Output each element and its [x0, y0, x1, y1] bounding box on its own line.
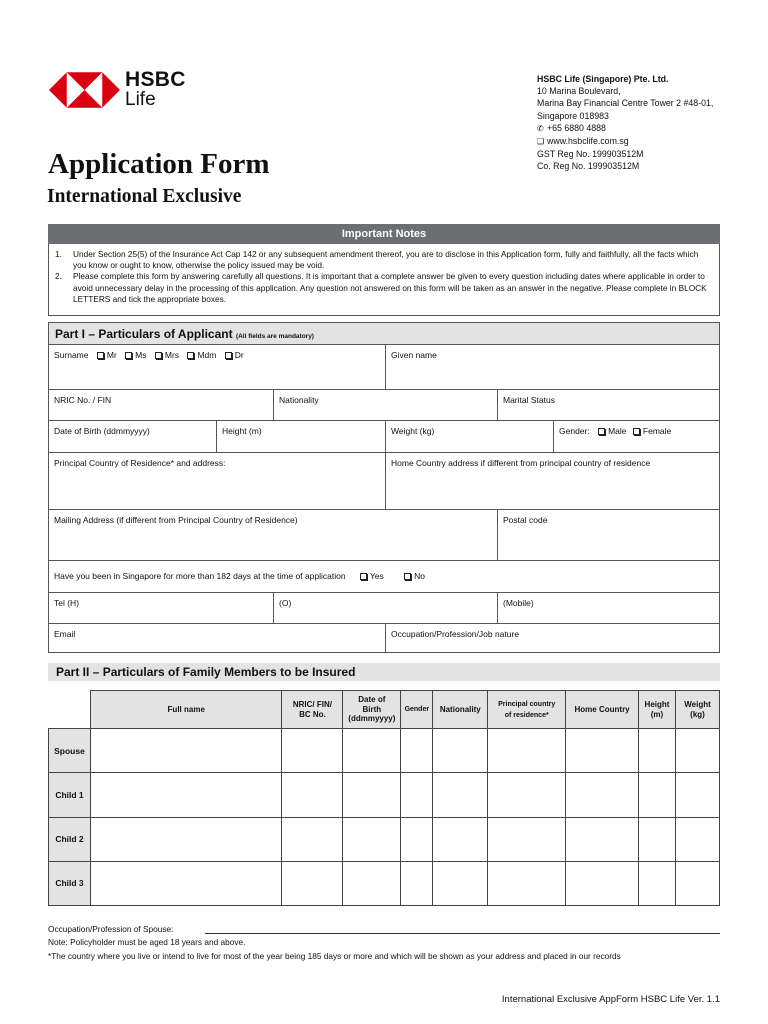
table-cell[interactable]	[401, 861, 433, 905]
table-cell[interactable]	[488, 773, 566, 817]
nric-field[interactable]	[49, 390, 274, 420]
note-text: Under Section 25(5) of the Insurance Act Cap 142 or any subsequent amendment thereof, you are to disclose in this Application form, fully and faithfully, all the facts which you know or ought to know, otherwise the policy issued may be void.	[73, 249, 699, 271]
table-cell[interactable]	[639, 773, 676, 817]
gender-female-checkbox[interactable]	[633, 428, 640, 435]
col-height	[639, 691, 676, 729]
given-name-field[interactable]	[386, 345, 719, 389]
email-label: Email	[54, 629, 76, 639]
important-notes-heading: Important Notes	[48, 224, 720, 244]
table-cell[interactable]	[282, 817, 343, 861]
brand-name: HSBC	[125, 68, 186, 91]
company-gst: GST Reg No. 199903512M	[537, 149, 644, 160]
row-singapore	[49, 561, 719, 593]
table-cell[interactable]	[488, 817, 566, 861]
table-cell[interactable]	[433, 817, 488, 861]
phone-icon: ✆	[537, 123, 544, 133]
gender-field	[554, 421, 719, 452]
col-height-line2: (m)	[650, 709, 664, 719]
email-field[interactable]	[49, 624, 386, 652]
note-number: 1.	[55, 249, 62, 259]
residence-footnote: *The country where you live or intend to live for most of the year being 185 days or more and which will be shown as your address and placed in our records	[48, 951, 621, 961]
singapore-days-question	[49, 561, 719, 592]
note-text: Please complete this form by answering carefully all questions. It is important that a complete answer be given to every question including dates where applicable in order to avoid unnecessary delay in the processing of this application. Any question not answered on this form will be taken as an answer in the negative. Please complete in BLOCK LETTERS and tick the appropriate boxes.	[73, 271, 707, 304]
table-cell[interactable]	[675, 729, 719, 773]
singapore-yes-checkbox[interactable]	[360, 573, 367, 580]
table-cell[interactable]	[433, 729, 488, 773]
table-corner	[49, 691, 91, 729]
title-mrs-checkbox[interactable]	[155, 352, 162, 359]
tel-home-field[interactable]	[49, 593, 274, 623]
table-cell[interactable]	[343, 861, 401, 905]
part2-heading: Part II – Particulars of Family Members to be Insured	[48, 663, 720, 681]
col-gender-text: Gender	[404, 706, 430, 714]
title-dr-label: Dr	[234, 350, 244, 360]
table-row	[49, 729, 720, 773]
row-residence	[49, 453, 719, 510]
web-icon: ❑	[537, 137, 545, 147]
table-cell[interactable]	[90, 773, 282, 817]
marital-status-label: Marital Status	[503, 395, 555, 405]
col-dob-line2: Birth	[362, 704, 382, 714]
spouse-occupation-input-line[interactable]	[205, 933, 720, 934]
col-height-line1: Height	[644, 700, 670, 709]
table-cell[interactable]	[566, 729, 639, 773]
col-weight	[675, 691, 719, 729]
table-cell[interactable]	[675, 817, 719, 861]
surname-field[interactable]	[49, 345, 386, 389]
table-cell[interactable]	[282, 861, 343, 905]
postal-code-field[interactable]	[498, 510, 719, 560]
nric-label: NRIC No. / FIN	[54, 395, 112, 405]
table-cell[interactable]	[343, 817, 401, 861]
spouse-occupation-label: Occupation/Profession of Spouse:	[48, 924, 174, 934]
table-cell[interactable]	[282, 773, 343, 817]
title-mr-checkbox[interactable]	[97, 352, 104, 359]
part1-heading-note: (All fields are mandatory)	[235, 333, 314, 340]
residence-field[interactable]	[49, 453, 386, 509]
marital-status-field[interactable]	[498, 390, 719, 420]
row-name	[49, 345, 719, 390]
postal-code-label: Postal code	[503, 515, 548, 525]
company-address-1: 10 Marina Boulevard,	[537, 86, 621, 97]
page-subtitle: International Exclusive	[47, 186, 242, 207]
table-row	[49, 773, 720, 817]
table-header-row	[49, 691, 720, 729]
part1-heading-text: Part I – Particulars of Applicant	[55, 327, 233, 341]
family-members-table	[48, 690, 720, 906]
table-cell[interactable]	[401, 773, 433, 817]
company-website[interactable]: www.hsbclife.com.sg	[547, 136, 629, 147]
title-mdm-checkbox[interactable]	[187, 352, 194, 359]
part1-applicant-section	[48, 322, 720, 653]
title-mdm-label: Mdm	[197, 350, 217, 360]
height-field[interactable]	[217, 421, 386, 452]
age-note: Note: Policyholder must be aged 18 years and above.	[48, 937, 246, 947]
title-mrs-label: Mrs	[164, 350, 180, 360]
col-nric	[282, 691, 343, 729]
company-coreg: Co. Reg No. 199903512M	[537, 161, 640, 172]
row-mailing	[49, 510, 719, 561]
title-ms-checkbox[interactable]	[125, 352, 132, 359]
page-title: Application Form	[48, 148, 270, 180]
row-label-child-2: Child 2	[49, 817, 91, 861]
form-version: International Exclusive AppForm HSBC Life Ver. 1.1	[501, 994, 720, 1005]
col-dob-line3: (ddmmyyyy)	[348, 714, 396, 724]
note-number: 2.	[55, 271, 62, 282]
part1-heading	[49, 323, 719, 345]
dob-label: Date of Birth (ddmmyyyy)	[54, 426, 150, 436]
row-contact	[49, 624, 719, 652]
table-cell[interactable]	[343, 729, 401, 773]
title-ms-label: Ms	[135, 350, 147, 360]
col-pcr-line2: of residence*	[504, 711, 549, 719]
tel-office-label: (O)	[279, 598, 292, 608]
table-cell[interactable]	[566, 817, 639, 861]
table-cell[interactable]	[282, 729, 343, 773]
weight-label: Weight (kg)	[391, 426, 435, 436]
company-address-3: Singapore 018983	[537, 110, 609, 121]
col-weight-line2: (kg)	[690, 709, 705, 719]
hsbc-hexagon-logo	[49, 72, 120, 108]
tel-mobile-field[interactable]	[498, 593, 719, 623]
table-cell[interactable]	[566, 861, 639, 905]
gender-male-checkbox[interactable]	[598, 428, 605, 435]
home-address-field[interactable]	[386, 453, 719, 509]
nationality-field[interactable]	[274, 390, 498, 420]
weight-field[interactable]	[386, 421, 554, 452]
col-weight-line1: Weight	[684, 700, 711, 709]
given-name-label: Given name	[391, 350, 437, 360]
note-item	[55, 271, 713, 305]
col-nric-line1: NRIC/ FIN/	[292, 700, 332, 709]
company-name: HSBC Life (Singapore) Pte. Ltd.	[537, 74, 669, 84]
table-cell[interactable]	[675, 861, 719, 905]
table-cell[interactable]	[639, 729, 676, 773]
singapore-no-checkbox[interactable]	[404, 573, 411, 580]
gender-male-label: Male	[608, 426, 627, 436]
col-dob-line1: Date of	[358, 695, 386, 705]
col-gender	[401, 691, 433, 729]
col-home-country: Home Country	[566, 691, 639, 729]
brand-sub: Life	[125, 89, 156, 110]
company-phone: +65 6880 4888	[547, 122, 606, 133]
occupation-label: Occupation/Profession/Job nature	[391, 629, 520, 639]
home-address-label: Home Country address if different from principal country of residence	[391, 458, 651, 468]
company-address-2: Marina Bay Financial Centre Tower 2 #48-01,	[537, 98, 714, 109]
row-label-child-3: Child 3	[49, 861, 91, 905]
table-cell[interactable]	[566, 773, 639, 817]
gender-female-label: Female	[642, 426, 672, 436]
residence-label: Principal Country of Residence* and address:	[54, 458, 226, 468]
row-label-spouse: Spouse	[49, 729, 91, 773]
singapore-days-label: Have you been in Singapore for more than 182 days at the time of application	[54, 571, 346, 581]
col-nric-line2: BC No.	[299, 709, 326, 719]
table-cell[interactable]	[433, 773, 488, 817]
mailing-address-field[interactable]	[49, 510, 498, 560]
surname-label: Surname	[54, 350, 89, 360]
col-full-name: Full name	[90, 691, 282, 729]
col-principal-country	[488, 691, 566, 729]
table-cell[interactable]	[675, 773, 719, 817]
table-cell[interactable]	[401, 729, 433, 773]
dob-field[interactable]	[49, 421, 217, 452]
tel-mobile-label: (Mobile)	[503, 598, 534, 608]
important-notes	[48, 244, 720, 316]
table-cell[interactable]	[639, 817, 676, 861]
title-dr-checkbox[interactable]	[225, 352, 232, 359]
tel-office-field[interactable]	[274, 593, 498, 623]
table-cell[interactable]	[401, 817, 433, 861]
singapore-no-label: No	[414, 571, 426, 581]
table-cell[interactable]	[639, 861, 676, 905]
row-physical	[49, 421, 719, 453]
tel-home-label: Tel (H)	[54, 598, 80, 608]
row-label-child-1: Child 1	[49, 773, 91, 817]
table-cell[interactable]	[488, 861, 566, 905]
gender-label: Gender:	[559, 426, 590, 436]
occupation-field[interactable]	[386, 624, 719, 652]
table-cell[interactable]	[343, 773, 401, 817]
company-details	[537, 73, 713, 173]
row-telephone	[49, 593, 719, 624]
table-cell[interactable]	[433, 861, 488, 905]
table-cell[interactable]	[488, 729, 566, 773]
table-row	[49, 861, 720, 905]
height-label: Height (m)	[222, 426, 262, 436]
table-cell[interactable]	[90, 861, 282, 905]
singapore-yes-label: Yes	[369, 571, 384, 581]
col-nationality: Nationality	[433, 691, 488, 729]
mailing-address-label: Mailing Address (if different from Principal Country of Residence)	[54, 515, 298, 525]
table-row	[49, 817, 720, 861]
table-cell[interactable]	[90, 817, 282, 861]
row-id	[49, 390, 719, 421]
nationality-label: Nationality	[279, 395, 319, 405]
title-mr-label: Mr	[106, 350, 117, 360]
note-item	[55, 249, 713, 271]
col-pcr-line1: Principal country	[498, 701, 556, 708]
table-cell[interactable]	[90, 729, 282, 773]
col-dob	[343, 691, 401, 729]
